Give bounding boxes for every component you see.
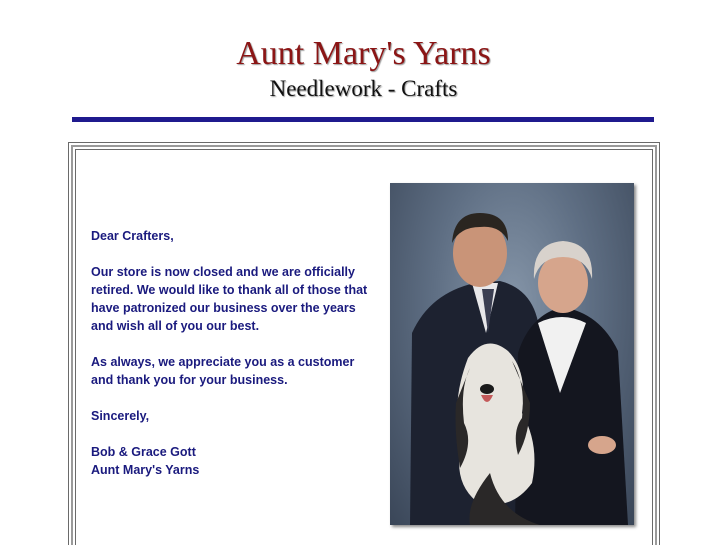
retirement-letter xyxy=(91,227,391,497)
owners-portrait-photo xyxy=(390,183,634,525)
letter-line: As always, we appreciate you as a customer xyxy=(91,355,355,369)
woman-hand xyxy=(588,436,616,454)
letter-closing: Sincerely, xyxy=(91,409,150,423)
header-divider xyxy=(72,117,654,122)
woman-face xyxy=(538,253,588,313)
signature-names: Bob & Grace Gott xyxy=(91,445,196,459)
letter-line: have patronized our business over the years xyxy=(91,301,356,315)
letter-line: and thank you for your business. xyxy=(91,373,288,387)
signature-store: Aunt Mary's Yarns xyxy=(91,463,200,477)
letter-greeting: Dear Crafters, xyxy=(91,229,174,243)
letter-signature xyxy=(91,443,391,479)
letter-paragraph-closed xyxy=(91,263,391,335)
letter-line: retired. We would like to thank all of those that xyxy=(91,283,368,297)
dog-nose xyxy=(480,384,494,394)
letter-line: Our store is now closed and we are officially xyxy=(91,265,355,279)
letter-paragraph-thanks xyxy=(91,353,391,389)
letter-line: and wish all of you our best. xyxy=(91,319,260,333)
portrait-illustration xyxy=(390,183,634,525)
site-subtitle: Needlework - Crafts xyxy=(269,76,458,101)
site-title: Aunt Mary's Yarns xyxy=(236,35,491,72)
